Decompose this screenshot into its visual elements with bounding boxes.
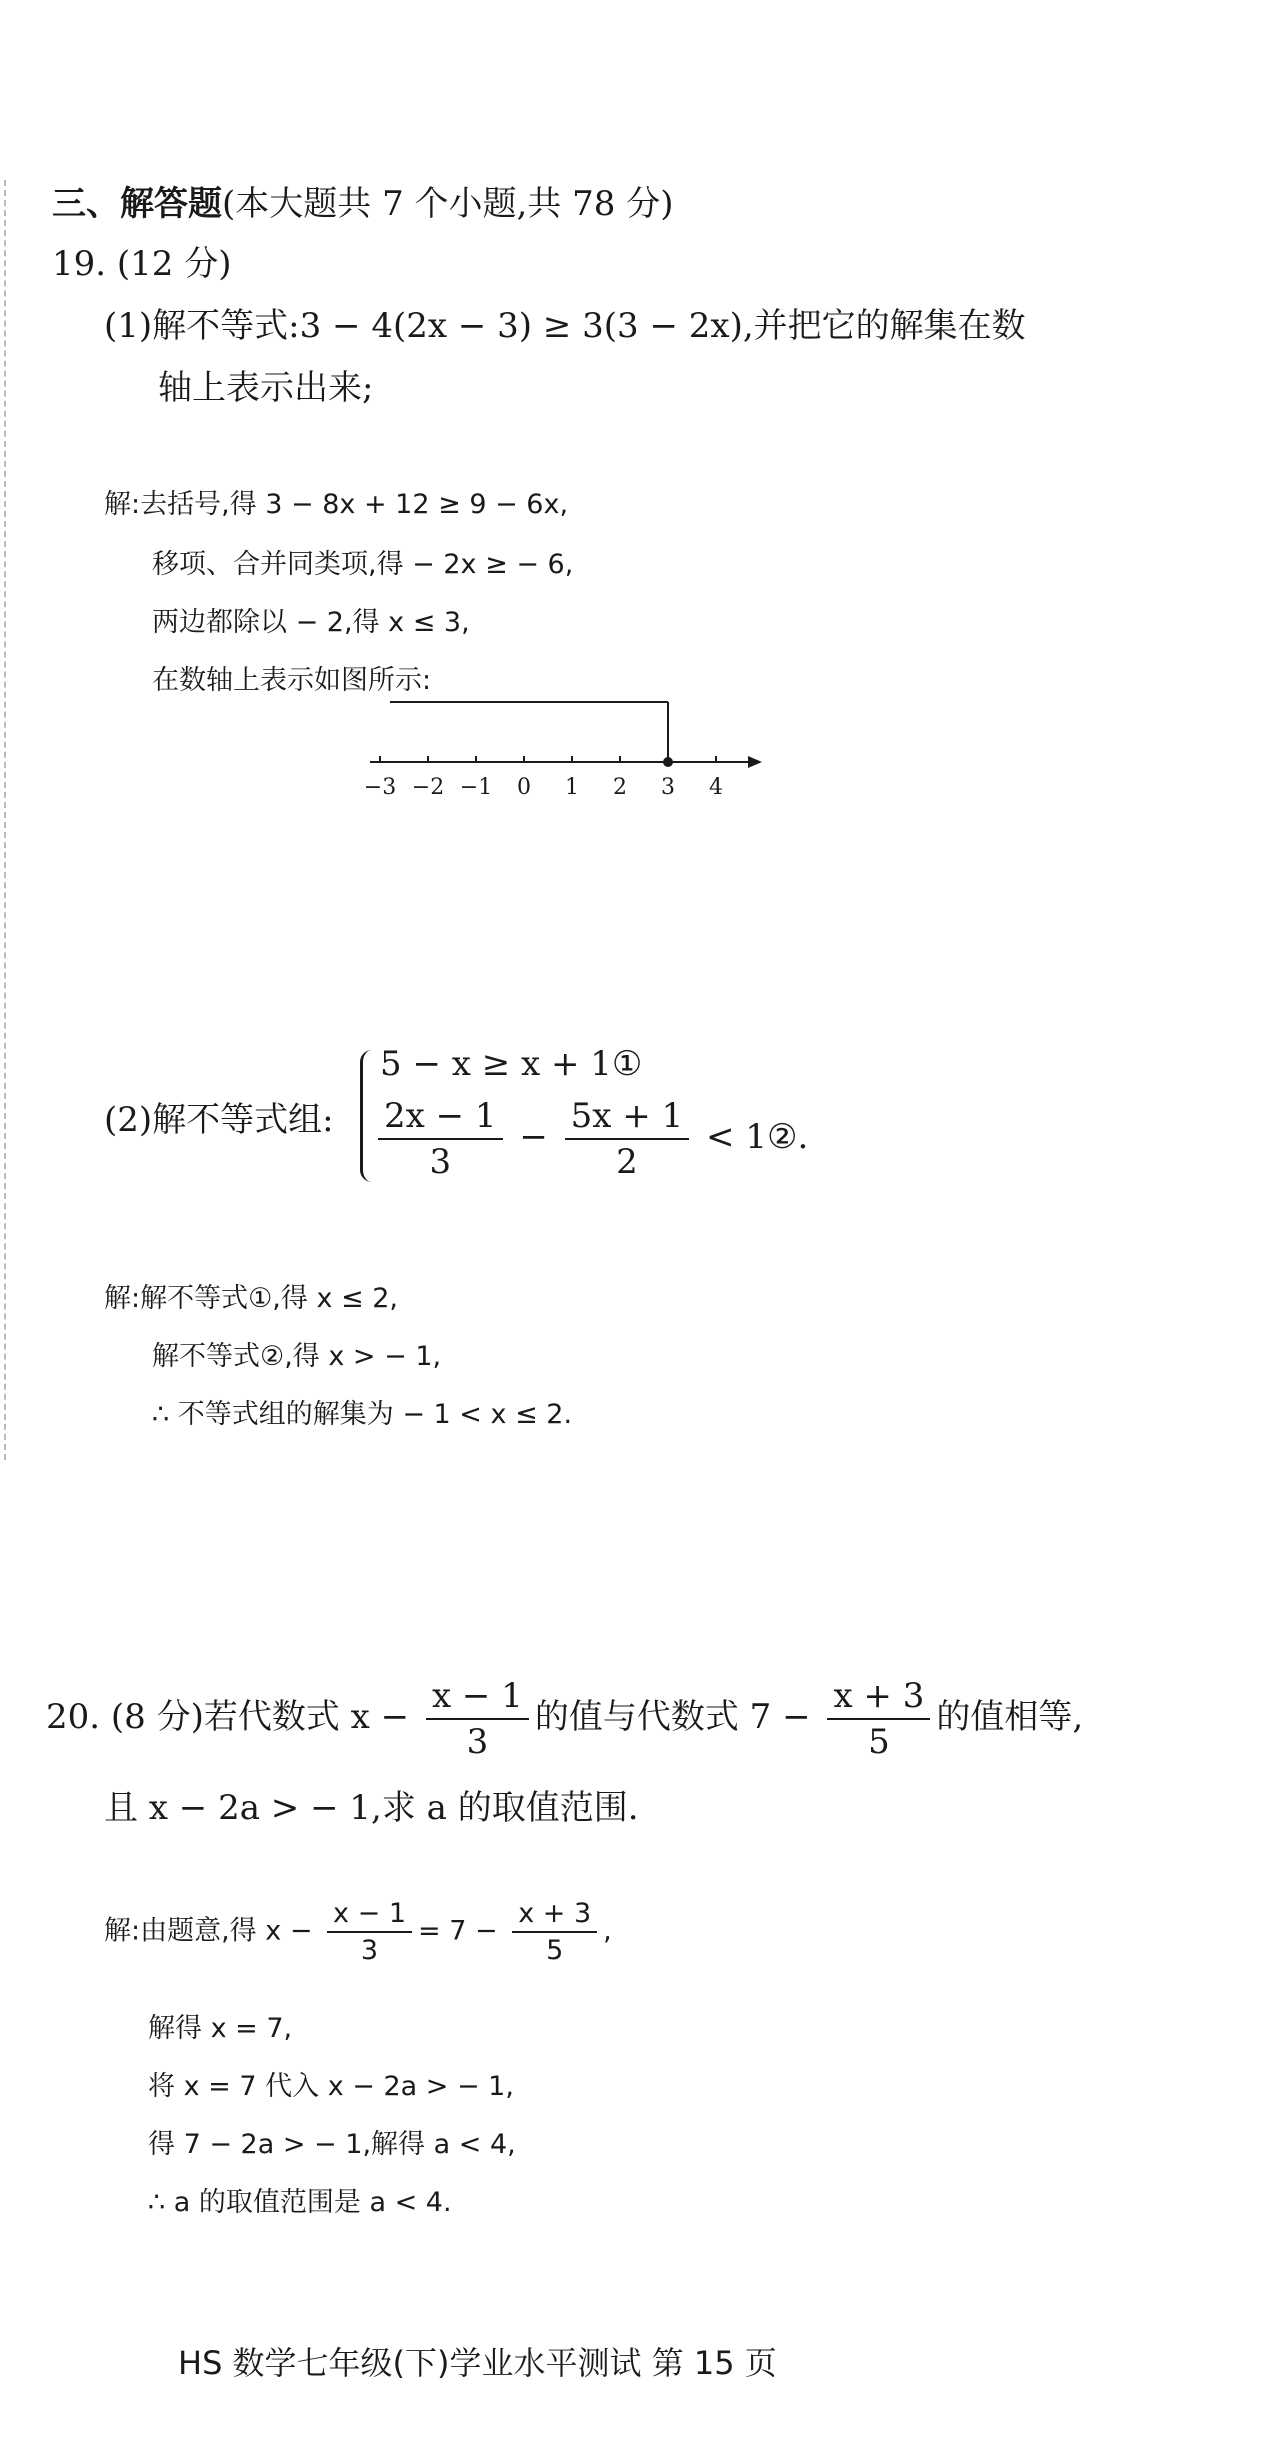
- fraction: $\frac{5x + 1}{2}$: [565, 1096, 690, 1182]
- number-line-tick-label: 2: [613, 775, 627, 800]
- q19-part1-line2: 轴上表示出来;: [158, 368, 374, 408]
- number-line-tick-label: 1: [565, 775, 579, 800]
- section-title: 三、解答题: [52, 184, 222, 224]
- number-line: [360, 690, 780, 810]
- q19-p2-solution-line: 解:解不等式①,得 x ≤ 2,: [104, 1283, 398, 1314]
- q19-p1-solution-line: 解:去括号,得 3 − 8x + 12 ≥ 9 − 6x,: [104, 489, 569, 520]
- number-line-tick-label: 3: [661, 775, 675, 800]
- q19-part2-eq2: $\frac{2x - 1}{3}$ − $\frac{5x + 1}{2}$ < 1②.: [372, 1096, 808, 1182]
- q20-solution-line: 解得 x = 7,: [148, 2013, 293, 2044]
- q20-line1: 20. (8 分)若代数式 x − $\frac{x - 1}{3}$ 的值与代数式 7 − $\frac{x + 3}{5}$ 的值相等,: [46, 1676, 1084, 1762]
- q20-solution-line1: 解:由题意,得 x − $\frac{x - 1}{3}$ = 7 − $\frac{x + 3}{5}$ ,: [104, 1898, 612, 1966]
- q20-line2: 且 x − 2a > − 1,求 a 的取值范围.: [104, 1788, 639, 1828]
- q19-p2-solution-line: 解不等式②,得 x > − 1,: [152, 1341, 442, 1372]
- q19-part1-line1: (1)解不等式:3 − 4(2x − 3) ≥ 3(3 − 2x),并把它的解集在数: [104, 306, 1026, 346]
- q19-part2-eq1: 5 − x ≥ x + 1①: [380, 1044, 643, 1084]
- fraction: $\frac{x + 3}{5}$: [512, 1898, 597, 1966]
- solution-endpoint-dot: [663, 757, 673, 767]
- number-line-tick-label: −3: [363, 775, 397, 800]
- q19-part2-label: (2)解不等式组:: [104, 1100, 334, 1140]
- q19-p1-solution-line: 两边都除以 − 2,得 x ≤ 3,: [152, 607, 470, 638]
- q20-solution-line: 将 x = 7 代入 x − 2a > − 1,: [148, 2071, 514, 2102]
- fraction: $\frac{x + 3}{5}$: [827, 1676, 930, 1762]
- section-note: (本大题共 7 个小题,共 78 分): [222, 184, 674, 224]
- fraction: $\frac{2x - 1}{3}$: [378, 1096, 503, 1182]
- q19-p1-solution-line: 在数轴上表示如图所示:: [152, 665, 432, 696]
- number-line-tick-label: −2: [411, 775, 445, 800]
- q20-solution-line: 得 7 − 2a > − 1,解得 a < 4,: [148, 2129, 516, 2160]
- q19-p1-solution-line: 移项、合并同类项,得 − 2x ≥ − 6,: [152, 549, 574, 580]
- number-line-tick-label: −1: [459, 775, 493, 800]
- q20-solution-line: ∴ a 的取值范围是 a < 4.: [148, 2187, 452, 2218]
- fraction: $\frac{x - 1}{3}$: [426, 1676, 529, 1762]
- number-line-tick-label: 4: [709, 775, 723, 800]
- number-line-tick-label: 0: [517, 775, 531, 800]
- fraction: $\frac{x - 1}{3}$: [327, 1898, 412, 1966]
- q19-number: 19. (12 分): [52, 244, 232, 284]
- q19-p2-solution-line: ∴ 不等式组的解集为 − 1 < x ≤ 2.: [152, 1399, 573, 1430]
- binding-margin-line: [4, 180, 6, 1460]
- page-footer: HS 数学七年级(下)学业水平测试 第 15 页: [178, 2344, 777, 2382]
- section-header: [52, 176, 673, 225]
- number-line-arrow: [748, 756, 762, 768]
